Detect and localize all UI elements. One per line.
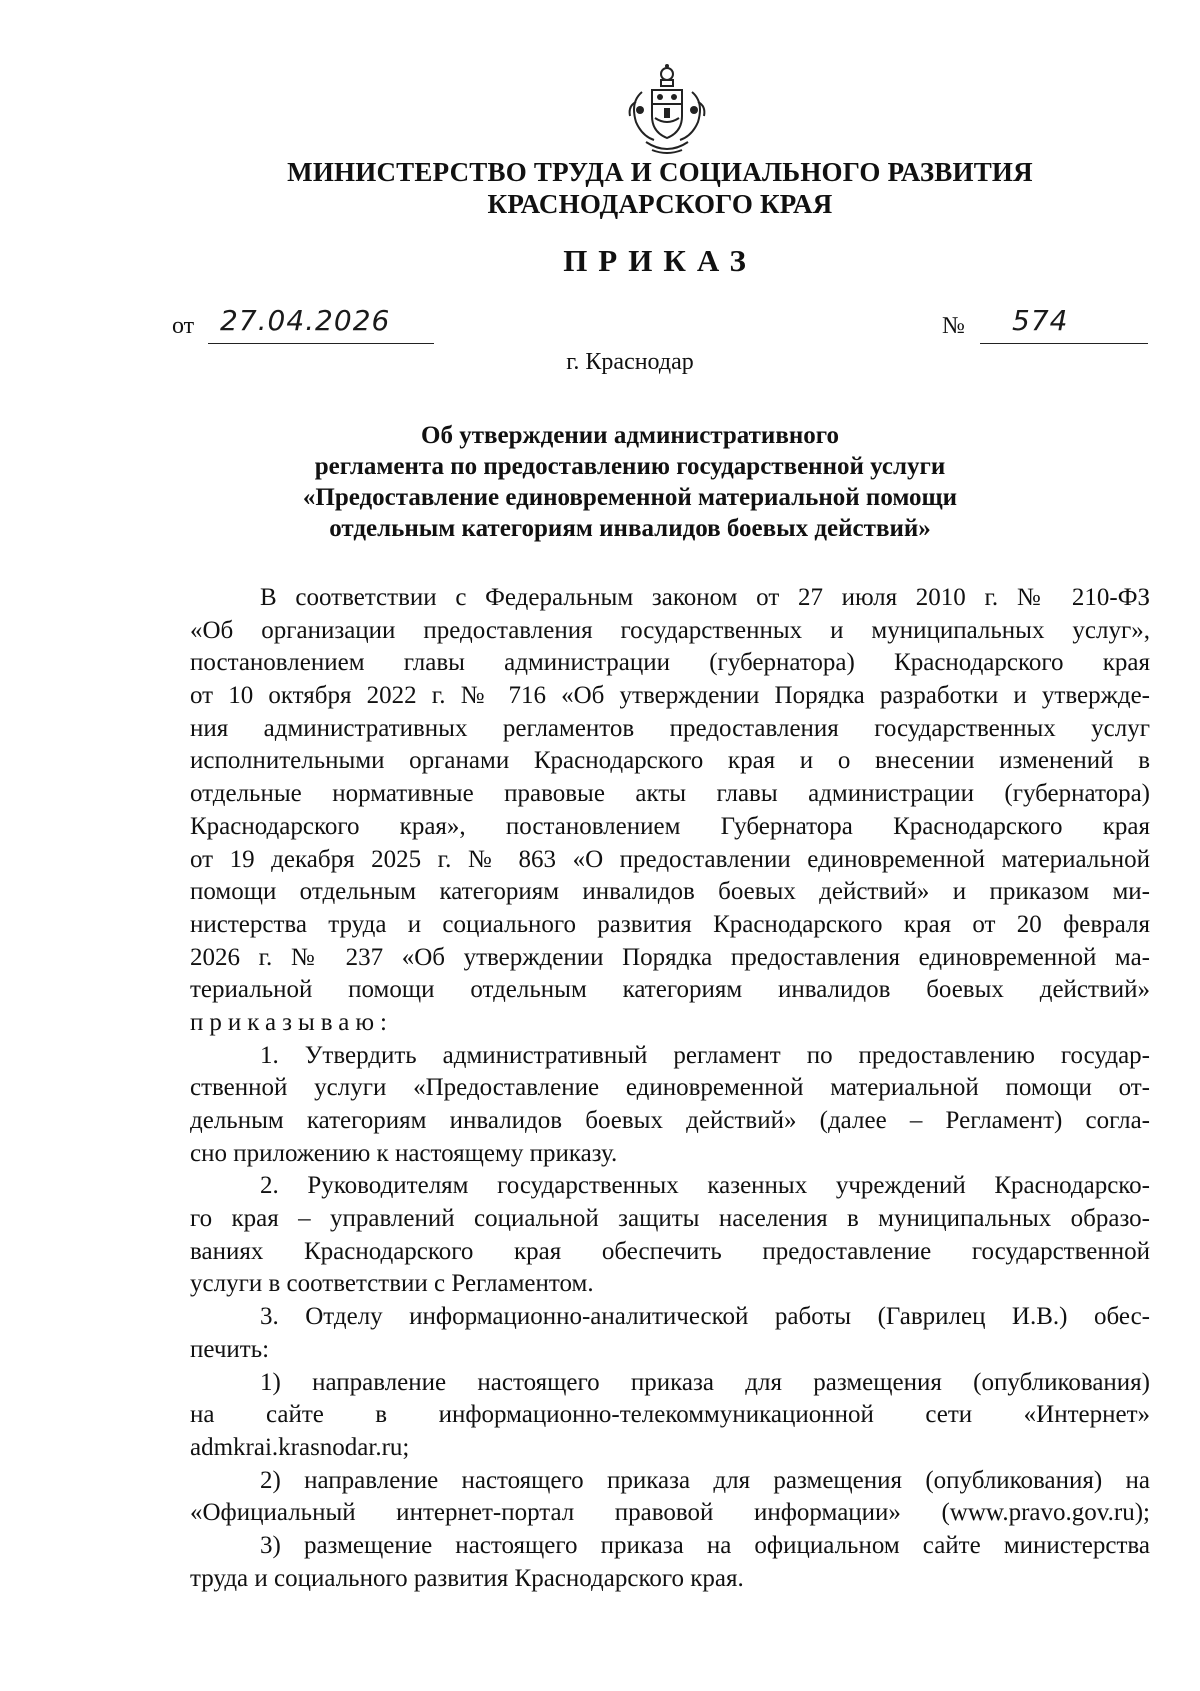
body-line: услуги в соответствии с Регламентом. bbox=[190, 1270, 594, 1298]
body-line: сно приложению к настоящему приказу. bbox=[190, 1139, 618, 1167]
body-line-decree: приказываю: bbox=[190, 1008, 393, 1036]
document-type-heading: ПРИКАЗ bbox=[563, 243, 757, 278]
body-line: 2. Руководителям государственных казенных учреждений Краснодарско- bbox=[260, 1172, 1150, 1200]
body-line: 2) направление настоящего приказа для размещения (опубликования) на bbox=[260, 1466, 1150, 1494]
body-line: печить: bbox=[190, 1335, 270, 1363]
body-line: 3. Отделу информационно-аналитической работы (Гаврилец И.В.) обес- bbox=[260, 1303, 1150, 1331]
body-line: «Об организации предоставления государственных и муниципальных услуг», bbox=[190, 616, 1150, 644]
body-line: «Официальный интернет-портал правовой информации» (www.pravo.gov.ru); bbox=[190, 1499, 1150, 1527]
number-handwritten: 574 bbox=[1012, 304, 1069, 337]
title-line: отдельным категориям инвалидов боевых действий» bbox=[329, 515, 931, 542]
body-line: ственной услуги «Предоставление единовременной материальной помощи от- bbox=[190, 1074, 1150, 1102]
body-line: исполнительными органами Краснодарского края и о внесении изменений в bbox=[190, 747, 1150, 775]
body-line: постановлением главы администрации (губернатора) Краснодарского края bbox=[190, 649, 1150, 677]
body-line: нистерства труда и социального развития Краснодарского края от 20 февраля bbox=[190, 910, 1150, 938]
title-line: «Предоставление единовременной материальной помощи bbox=[302, 484, 958, 511]
body-line: В соответствии с Федеральным законом от 27 июля 2010 г. № 210-ФЗ bbox=[260, 584, 1150, 611]
body-line: ния административных регламентов предоставления государственных услуг bbox=[190, 714, 1150, 742]
body-line: на сайте в информационно-телекоммуникационной сети «Интернет» bbox=[190, 1401, 1150, 1429]
body-line: помощи отдельным категориям инвалидов боевых действий» и приказом ми- bbox=[190, 878, 1150, 906]
body-line: admkrai.krasnodar.ru; bbox=[190, 1433, 410, 1461]
title-line: регламента по предоставлению государственной услуги bbox=[314, 453, 946, 480]
body-line: от 10 октября 2022 г. № 716 «Об утверждении Порядка разработки и утвержде- bbox=[190, 682, 1150, 710]
coat-of-arms-icon bbox=[622, 62, 712, 157]
body-line: ваниях Краснодарского края обеспечить предоставление государственной bbox=[190, 1237, 1150, 1265]
body-line: 3) размещение настоящего приказа на официальном сайте министерства bbox=[260, 1531, 1150, 1559]
body-line: 1) направление настоящего приказа для размещения (опубликования) bbox=[260, 1368, 1150, 1396]
body-line: Краснодарского края», постановлением Губернатора Краснодарского края bbox=[190, 812, 1150, 840]
date-underline bbox=[208, 343, 434, 344]
ministry-name-line2: КРАСНОДАРСКОГО КРАЯ bbox=[487, 189, 833, 219]
date-handwritten: 27.04.2026 bbox=[220, 304, 391, 337]
number-prefix: № bbox=[942, 313, 965, 339]
body-line: 1. Утвердить административный регламент по предоставлению государ- bbox=[260, 1041, 1150, 1069]
number-underline bbox=[980, 343, 1148, 344]
document-title bbox=[0, 420, 1200, 544]
body-line: дельным категориям инвалидов боевых действий» (далее – Регламент) согла- bbox=[190, 1107, 1150, 1134]
body-line: 2026 г. № 237 «Об утверждении Порядка предоставления единовременной ма- bbox=[190, 943, 1150, 971]
body-line: труда и социального развития Краснодарского края. bbox=[190, 1564, 744, 1592]
document-body bbox=[190, 582, 1150, 1595]
city-line: г. Краснодар bbox=[566, 349, 694, 375]
title-line: Об утверждении административного bbox=[421, 422, 839, 449]
body-line: отдельные нормативные правовые акты главы администрации (губернатора) bbox=[190, 780, 1150, 808]
body-line: териальной помощи отдельным категориям инвалидов боевых действий» bbox=[190, 976, 1150, 1004]
date-prefix: от bbox=[172, 313, 195, 339]
body-line: го края – управлений социальной защиты населения в муниципальных образо- bbox=[190, 1205, 1150, 1233]
ministry-name-line1: МИНИСТЕРСТВО ТРУДА И СОЦИАЛЬНОГО РАЗВИТИЯ bbox=[287, 157, 1033, 187]
body-line: от 19 декабря 2025 г. № 863 «О предоставлении единовременной материальной bbox=[190, 845, 1150, 873]
